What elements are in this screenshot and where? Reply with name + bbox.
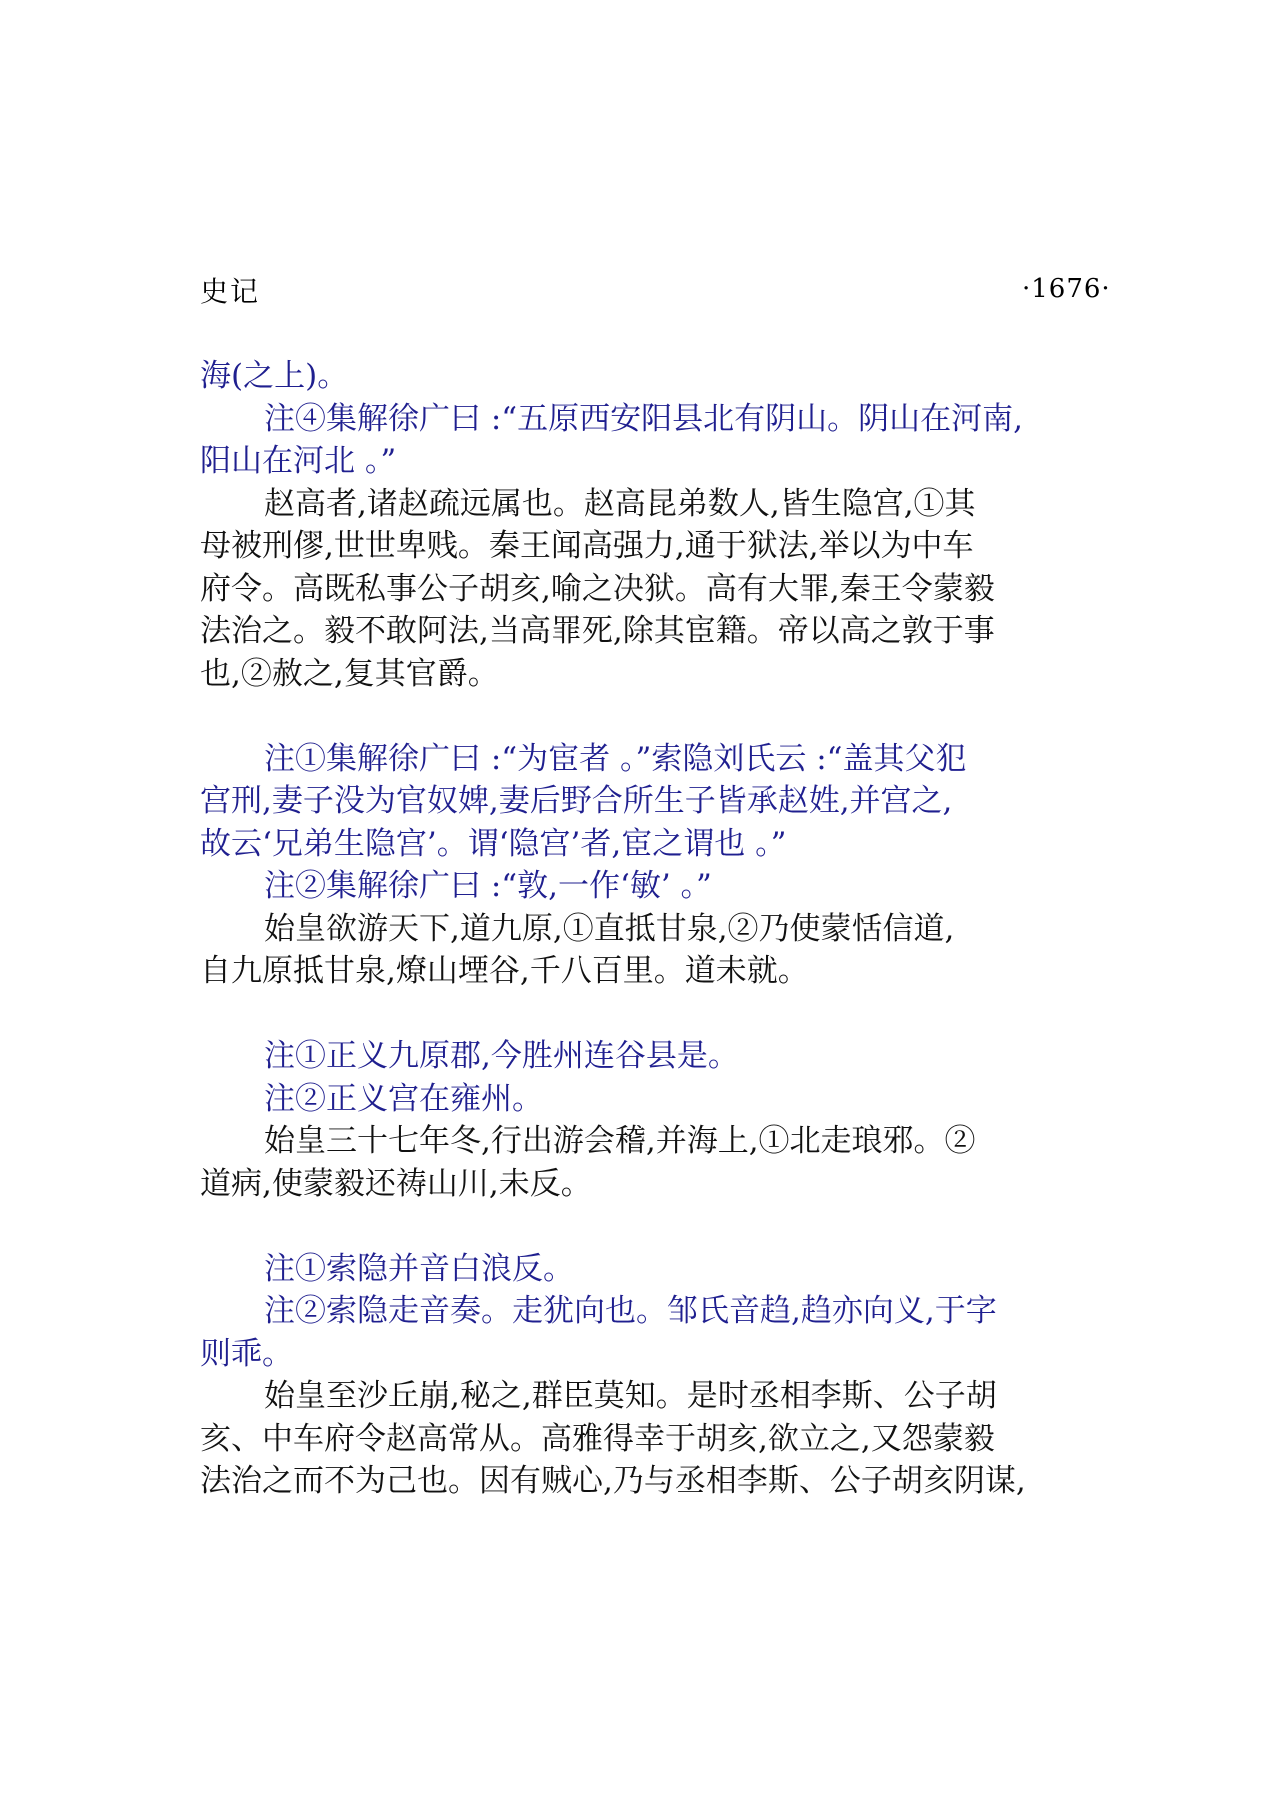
text-line: 赵高者,诸赵疏远属也。赵高昆弟数人,皆生隐宫,①其: [264, 485, 976, 522]
text-line: 始皇三十七年冬,行出游会稽,并海上,①北走琅邪。②: [264, 1123, 976, 1159]
text-line: 注②索隐走音奏。走犹向也。邹氏音趋,趋亦向义,于字: [264, 1293, 997, 1329]
text-line: 阳山在河北 。”: [200, 443, 397, 479]
text-line: 海(之上)。: [200, 358, 349, 394]
text-body: [200, 355, 1100, 1503]
text-line: 始皇至沙丘崩,秘之,群臣莫知。是时丞相李斯、公子胡: [264, 1378, 997, 1414]
text-line: 注①集解徐广曰 :“为宦者 。”索隐刘氏云 :“盖其父犯: [264, 740, 967, 777]
paragraph-gap: [200, 1205, 1100, 1248]
text-line: 故云‘兄弟生隐宫’。谓‘隐宫’者,宦之谓也 。”: [200, 825, 787, 862]
text-line: 亥、中车府令赵高常从。高雅得幸于胡亥,欲立之,又怨蒙毅: [200, 1420, 995, 1457]
text-line: 注①正义九原郡,今胜州连谷县是。: [264, 1038, 739, 1074]
text-line: 注④集解徐广曰 :“五原西安阳县北有阴山。阴山在河南,: [264, 400, 1023, 437]
text-line: 府令。高既私事公子胡亥,喻之决狱。高有大罪,秦王令蒙毅: [200, 570, 995, 607]
text-line: 注②集解徐广曰 :“敦,一作‘敏’ 。”: [264, 868, 712, 904]
text-line: 法治之而不为己也。因有贼心,乃与丞相李斯、公子胡亥阴谋,: [200, 1463, 1026, 1499]
text-line: 则乖。: [200, 1335, 293, 1372]
text-line: 也,②赦之,复其官爵。: [200, 655, 499, 692]
text-line: 自九原抵甘泉,燎山堙谷,千八百里。道未就。: [200, 953, 809, 989]
text-line: 母被刑僇,世世卑贱。秦王闻高强力,通于狱法,举以为中车: [200, 528, 974, 564]
text-line: 法治之。毅不敢阿法,当高罪死,除其宦籍。帝以高之敦于事: [200, 613, 995, 649]
page-number: ·1676·: [1022, 274, 1111, 304]
text-line: 注②正义宫在雍州。: [264, 1080, 543, 1117]
text-line: 道病,使蒙毅还祷山川,未反。: [200, 1165, 592, 1202]
book-title: 史记: [200, 275, 261, 308]
paragraph-gap: [200, 695, 1100, 738]
text-line: 始皇欲游天下,道九原,①直抵甘泉,②乃使蒙恬信道,: [264, 910, 955, 947]
paragraph-gap: [200, 993, 1100, 1036]
text-line: 注①索隐并音白浪反。: [264, 1250, 574, 1287]
text-line: 宫刑,妻子没为官奴婢,妻后野合所生子皆承赵姓,并宫之,: [200, 783, 953, 819]
